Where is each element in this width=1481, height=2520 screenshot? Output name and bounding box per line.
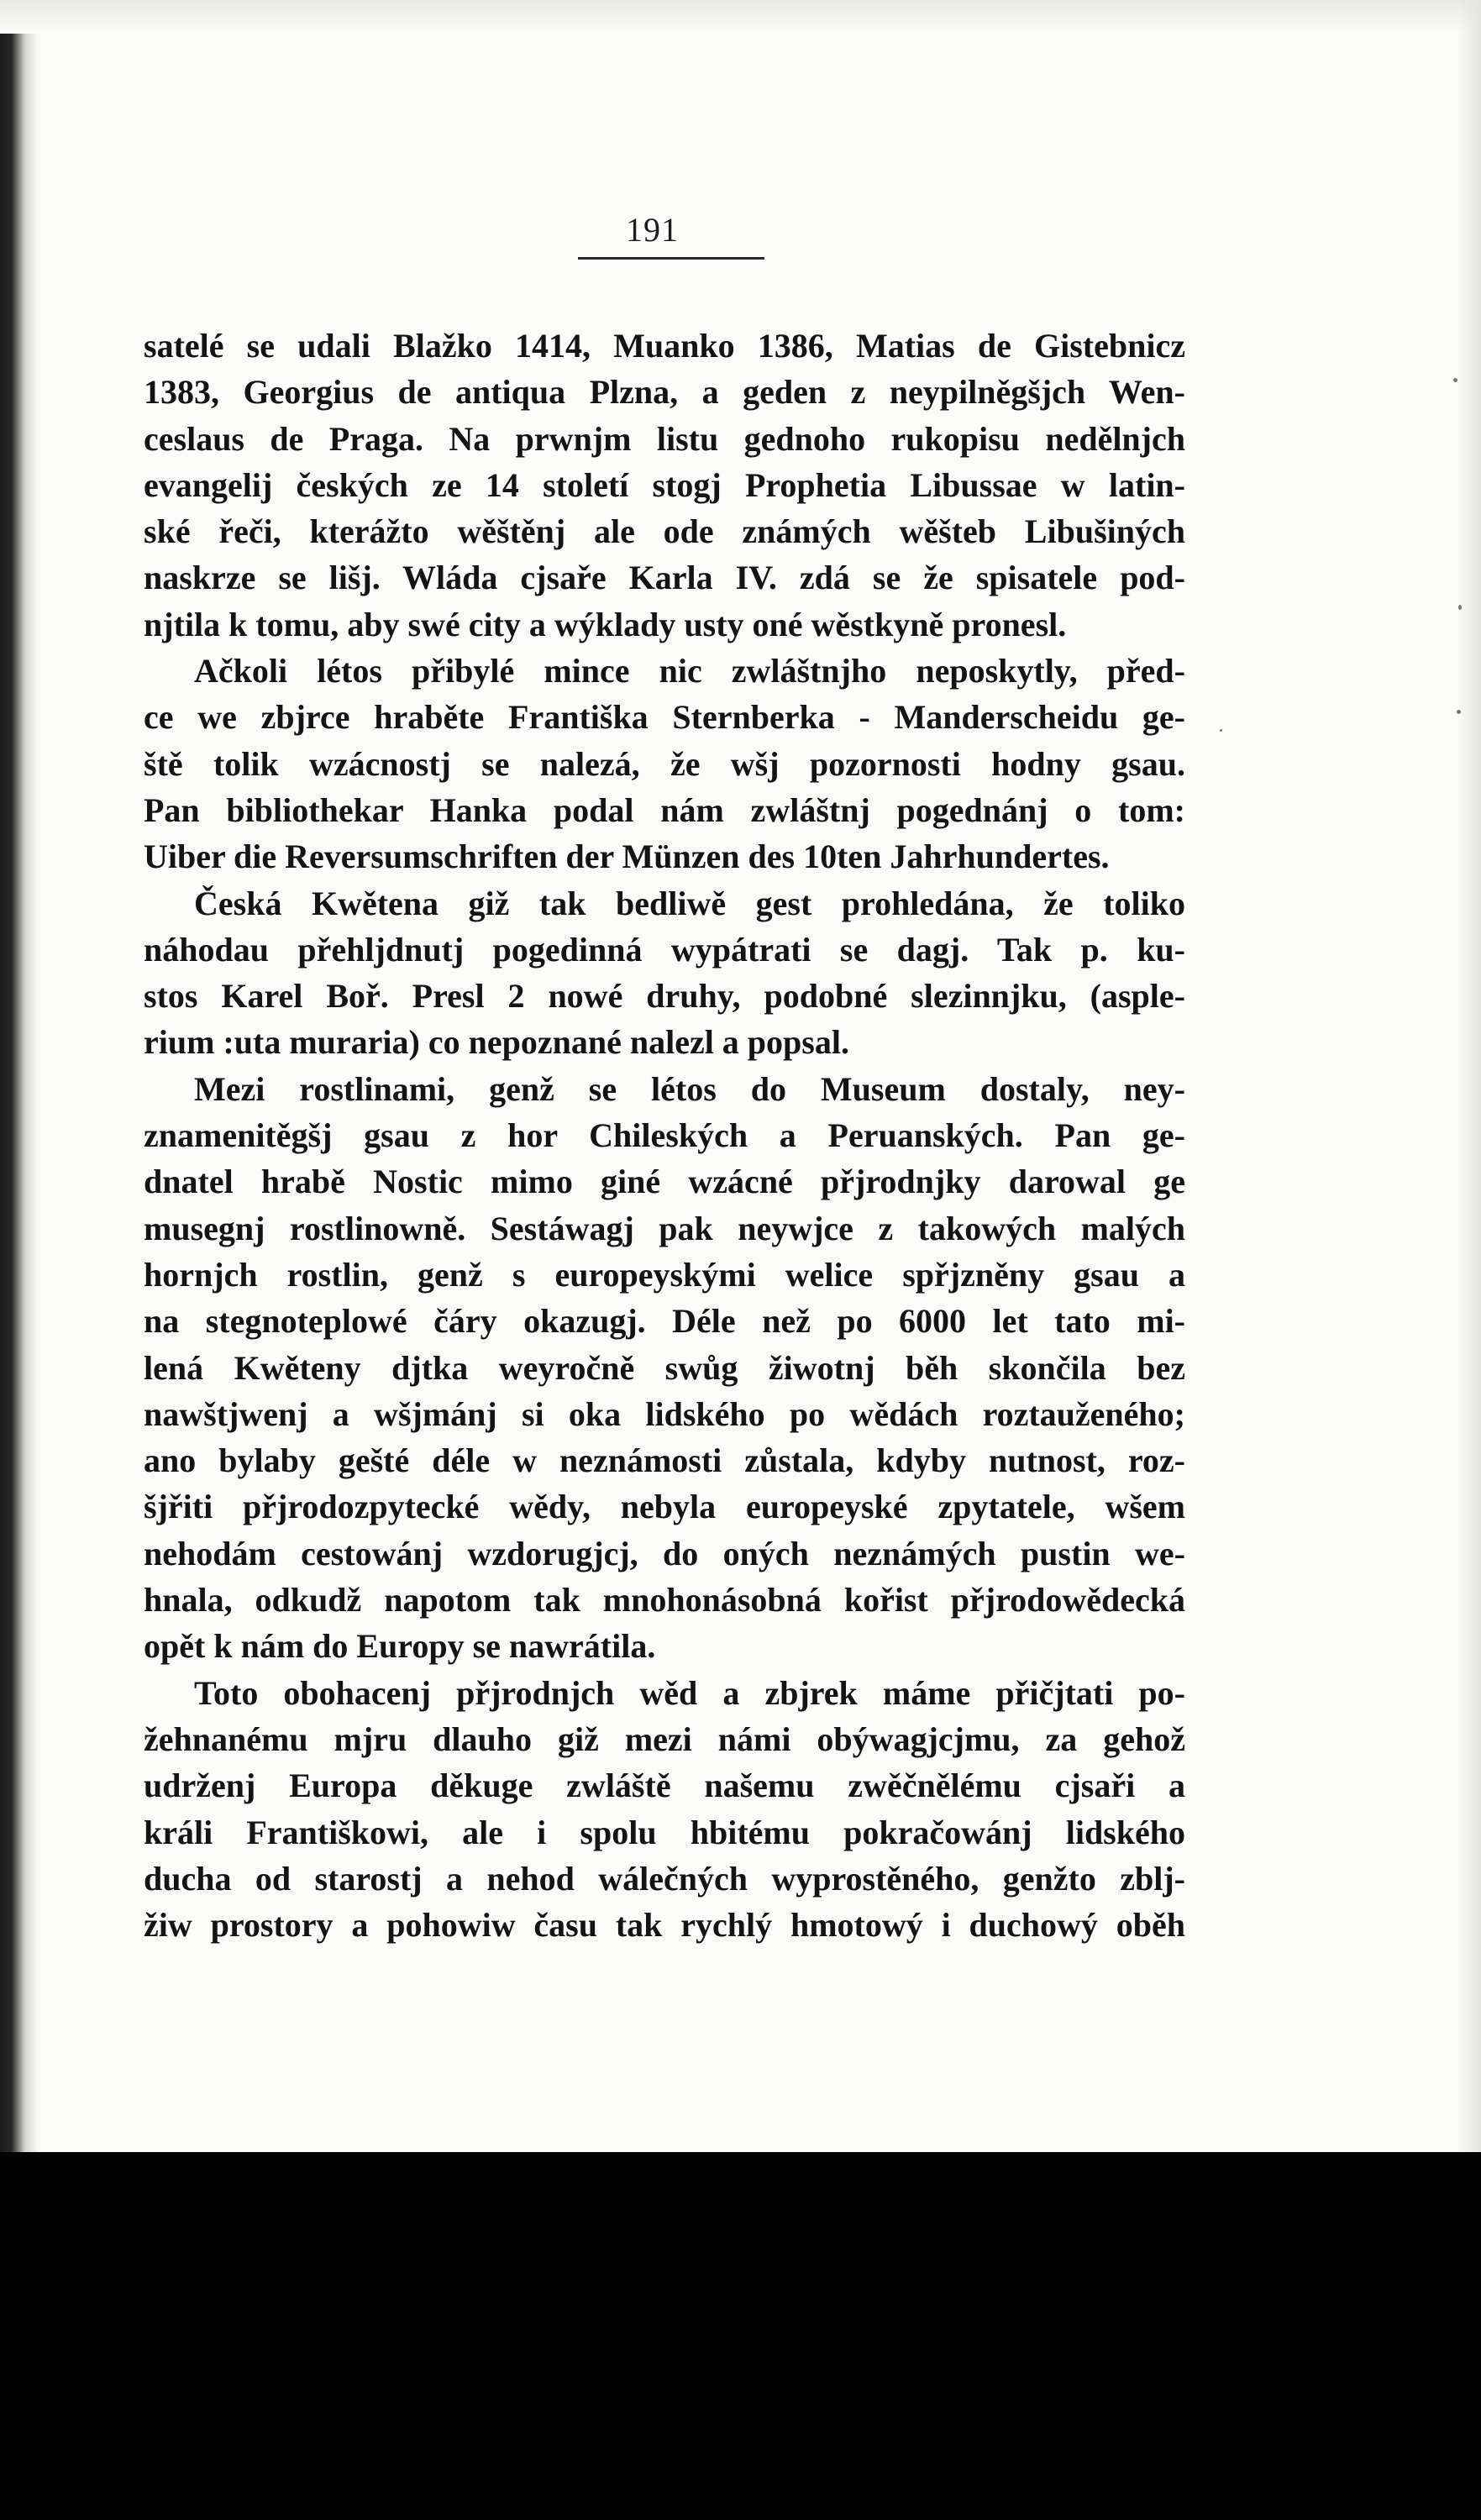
text-line: nawštjwenj a wšjmánj si oka lidského po wědách roztauženého; — [144, 1394, 1185, 1433]
text-line: stos Karel Boř. Presl 2 nowé druhy, podobné slezinnjku, (asple- — [144, 977, 1185, 1016]
body-text — [144, 323, 1185, 1948]
page-top-shadow — [0, 0, 1481, 34]
text-line: naskrze se lišj. Wláda cjsaře Karla IV. zdá se že spisatele pod- — [144, 559, 1185, 597]
text-line: ště tolik wzácnostj se nalezá, že wšj pozornosti hodny gsau. — [144, 744, 1185, 783]
page-number-rule — [578, 257, 764, 260]
text-line: ano bylaby gešté déle w neznámosti zůstala, kdyby nutnost, roz- — [144, 1441, 1185, 1480]
binding-edge — [0, 34, 39, 2152]
text-line: evangelij českých ze 14 století stogj Prophetia Libussae w latin- — [144, 465, 1185, 504]
paragraph — [144, 648, 1185, 879]
text-line: opět k nám do Europy se nawrátila. — [144, 1627, 656, 1666]
paragraph — [144, 323, 1185, 648]
page-number: 191 — [626, 211, 679, 249]
text-line: njtila k tomu, aby swé city a wýklady usty oné wěstkyně pronesl. — [144, 605, 1067, 643]
text-line: šjřiti přjrodozpytecké wědy, nebyla europeyské zpytatele, wšem — [144, 1488, 1185, 1526]
text-line: hnala, odkudž napotom tak mnohonásobná kořist přjrodowědecká — [144, 1581, 1185, 1620]
scan-speck — [1220, 729, 1222, 732]
text-line: musegnj rostlinowně. Sestáwagj pak neywjce z takowých malých — [144, 1209, 1185, 1247]
text-line: 1383, Georgius de antiqua Plzna, a geden z neypilněgšjch Wen- — [144, 373, 1185, 412]
scan-speck — [1457, 710, 1461, 714]
text-line: Česká Kwětena giž tak bedliwě gest prohledána, že toliko — [194, 884, 1185, 922]
text-line: udrženj Europa děkuge zwláště našemu zwěčnělému cjsaři a — [144, 1767, 1185, 1805]
text-line: rium :uta muraria) co nepoznané nalezl a popsal. — [144, 1023, 849, 1062]
text-line: ducha od starostj a nehod wálečných wyprostěného, genžto zblj- — [144, 1859, 1185, 1898]
text-line: Toto obohacenj přjrodnjch wěd a zbjrek máme přičjtati po- — [194, 1673, 1185, 1712]
text-line: znamenitěgšj gsau z hor Chileských a Peruanských. Pan ge- — [144, 1116, 1185, 1155]
text-line: Ačkoli létos přibylé mince nic zwláštnjho neposkytly, před- — [194, 652, 1185, 690]
text-line: dnatel hrabě Nostic mimo giné wzácné přjrodnjky darowal ge — [144, 1163, 1185, 1201]
scan-speck — [1458, 605, 1462, 610]
text-line: Uiber die Reversumschriften der Münzen des 10ten Jahrhundertes. — [144, 837, 1110, 876]
text-line: náhodau přehljdnutj pogedinná wypátrati se dagj. Tak p. ku- — [144, 930, 1185, 969]
scan-speck — [1453, 378, 1457, 382]
text-line: satelé se udali Blažko 1414, Muanko 1386, Matias de Gistebnicz — [144, 327, 1185, 365]
text-line: ské řeči, kterážto wěštěnj ale ode známých wěšteb Libušiných — [144, 512, 1185, 551]
text-line: žiw prostory a pohowiw času tak rychlý hmotowý i duchowý oběh — [144, 1906, 1185, 1945]
paragraph — [144, 1670, 1185, 1949]
text-line: hornjch rostlin, genž s europeyskými welice spřjzněny gsau a — [144, 1255, 1185, 1294]
text-line: Mezi rostlinami, genž se létos do Museum dostaly, ney- — [194, 1069, 1185, 1108]
text-line: na stegnoteplowé čáry okazugj. Déle než po 6000 let tato mi- — [144, 1302, 1185, 1341]
text-line: žehnanému mjru dlauho giž mezi námi obýwagjcjmu, za gehož — [144, 1719, 1185, 1758]
text-line: králi Františkowi, ale i spolu hbitému pokračowánj lidského — [144, 1813, 1185, 1851]
text-line: ceslaus de Praga. Na prwnjm listu gednoho rukopisu nedělnjch — [144, 419, 1185, 458]
text-line: ce we zbjrce hraběte Františka Sternberka - Manderscheidu ge- — [144, 698, 1185, 737]
paragraph — [144, 880, 1185, 1066]
paragraph — [144, 1066, 1185, 1670]
text-line: Pan bibliothekar Hanka podal nám zwláštnj pogednánj o tom: — [144, 790, 1185, 829]
page-right-edge — [1457, 0, 1481, 2152]
text-line: lená Kwěteny djtka weyročně swůg žiwotnj běh skončila bez — [144, 1348, 1185, 1387]
text-line: nehodám cestowánj wzdorugjcj, do oných neznámých pustin we- — [144, 1534, 1185, 1572]
